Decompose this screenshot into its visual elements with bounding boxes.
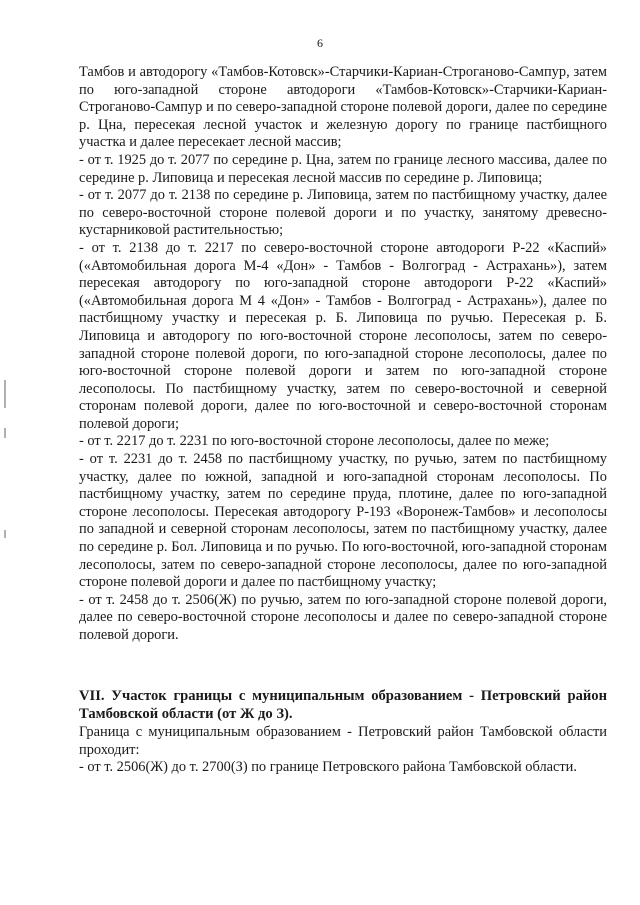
paragraph: - от т. 2458 до т. 2506(Ж) по ручью, затем по юго-западной стороне полевой дороги, далее по северо-восточной стороне лесополосы и далее по северо-западной стороне полевой дороги. — [79, 591, 607, 643]
section-body — [79, 724, 607, 777]
paragraph: - от т. 2138 до т. 2217 по северо-восточной стороне автодороги Р-22 «Каспий» («Автомобильная дорога М-4 «Дон» - Тамбов - Волгоград - Астрахань»), затем пересекая автодорогу по юго-западной стороне автодороги Р-22 «Каспий» («Автомобильная дорога М 4 «Дон» - Тамбов - Волгоград - Астрахань»), далее по пастбищному участку и пересекая р. Б. Липовица по ручью. Пересекая р. Б. Липовица и автодорогу по юго-восточной стороне лесополосы, затем по северо-западной стороне полевой дороги, по юго-западной стороне лесополосы, далее по юго-восточной стороне полевой дороги и затем по юго-западной стороне лесополосы. По пастбищному участку, затем по северо-восточной и северной сторонам полевой дороги, далее по юго-восточной и северо-восточной сторонам полевой дороги; — [79, 239, 607, 432]
section-intro: Граница с муниципальным образованием - Петровский район Тамбовской области проходит: — [79, 724, 607, 758]
page-number: 6 — [317, 36, 323, 50]
scan-edge-marks — [4, 380, 7, 560]
boundary-description — [79, 64, 607, 645]
section-vii — [79, 687, 607, 777]
paragraph: - от т. 2231 до т. 2458 по пастбищному участку, по ручью, затем по пастбищному участку, далее по южной, западной и юго-западной сторонам лесополосы. По пастбищному участку, затем по середине пруда, плотине, далее по юго-западной стороне лесополосы. Пересекая автодорогу Р-193 «Воронеж-Тамбов» и лесополосы по западной и северной сторонам лесополосы, затем по пастбищному участку, далее по середине р. Бол. Липовица и по ручью. По юго-восточной, юго-западной сторонам лесополосы, затем по северо-западной стороне лесополосы, далее по юго-западной стороне полевой дороги и далее по пастбищному участку; — [79, 451, 607, 591]
paragraph: - от т. 2217 до т. 2231 по юго-восточной стороне лесополосы, далее по меже; — [79, 433, 550, 450]
section-title: VII. Участок границы с муниципальным образованием - Петровский район Тамбовской области (от Ж до З). — [79, 688, 607, 722]
section-item: - от т. 2506(Ж) до т. 2700(З) по границе Петровского района Тамбовской области. — [79, 759, 577, 776]
paragraph: - от т. 2077 до т. 2138 по середине р. Липовица, затем по пастбищному участку, далее по северо-восточной стороне полевой дороги и по участку, занятому древесно-кустарниковой растительностью; — [79, 187, 607, 239]
paragraph: Тамбов и автодорогу «Тамбов-Котовск»-Старчики-Кариан-Строганово-Сампур, затем по юго-западной стороне автодороги «Тамбов-Котовск»-Старчики-Кариан-Строганово-Сампур и по северо-западной стороне полевой дороги, далее по середине р. Цна, пересекая лесной участок и железную дорогу по границе пастбищного участка и далее пересекает лесной массив; — [79, 64, 607, 151]
paragraph: - от т. 1925 до т. 2077 по середине р. Цна, затем по границе лесного массива, далее по середине р. Липовица и пересекая лесной массив по середине р. Липовица; — [79, 151, 607, 186]
